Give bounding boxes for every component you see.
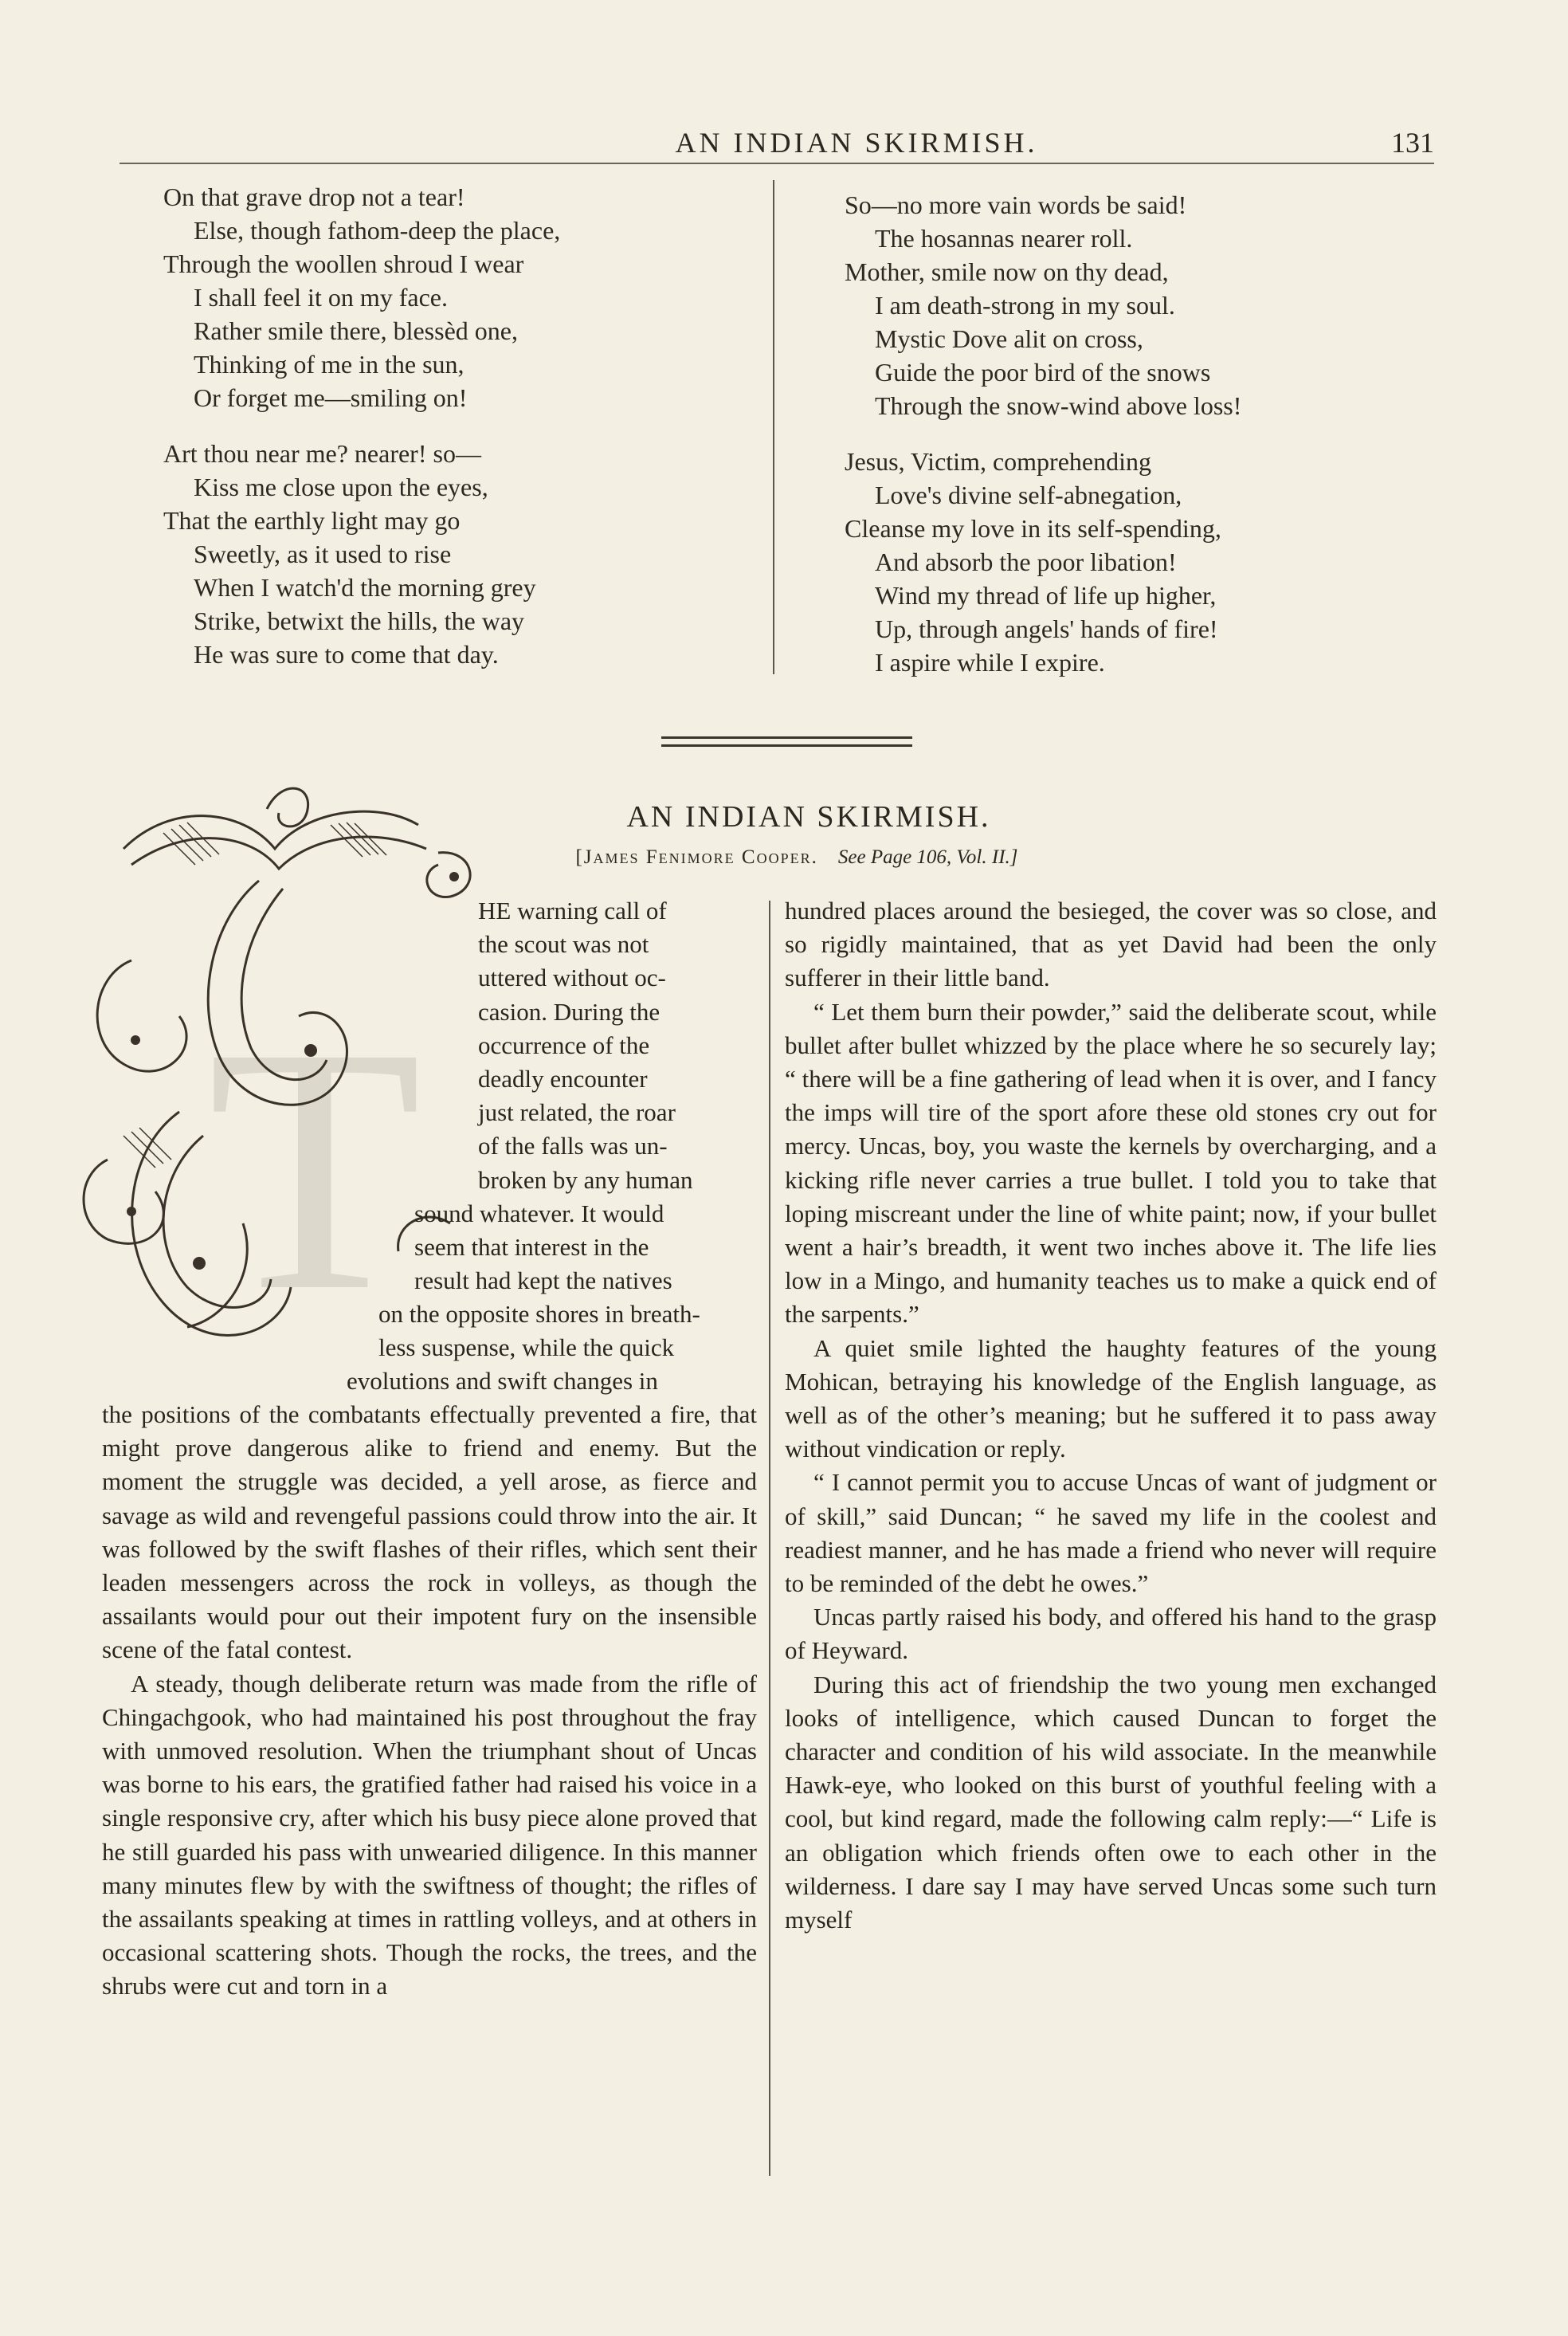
poem-line: Through the snow-wind above loss! — [875, 391, 1242, 420]
paragraph: During this act of friendship the two young men exchanged looks of intelligence, which caused Duncan to forget the character and condition of his wild associate. In the meanwhile Hawk-eye, who looked on this burst of youthful feeling with a cool, but kind regard, made the following calm reply:—“ Life is an obligation which friends often owe to each other in the wilderness. I dare say I may have served Uncas some such turn myself — [785, 1670, 1437, 1934]
text-line: less suspense, while the quick — [378, 1333, 675, 1362]
poem-line: Jesus, Victim, comprehending — [845, 447, 1151, 476]
poem-stanza — [845, 188, 1450, 422]
separator-rule-bottom — [661, 744, 912, 747]
paragraph: the positions of the combatants effectually prevented a fire, that might prove dangerous alike to friend and enemy. But the moment the struggle was decided, a yell arose, as fierce and savage as wild and revengeful passions could throw into the air. It was followed by the swift flashes of their rifles, which sent their leaden messengers across the rock in volleys, as though the assailants would pour out their impotent fury on the insensible scene of the fatal contest. — [102, 1400, 757, 1664]
byline-author: [James Fenimore Cooper. — [575, 846, 818, 868]
header-rule — [120, 163, 1434, 164]
poem-line: Or forget me—smiling on! — [194, 383, 468, 412]
text-line: evolutions and swift changes in — [347, 1367, 658, 1395]
paragraph: “ Let them burn their powder,” said the deliberate scout, while bullet after bullet whizzed by the place where he so securely lay; “ there will be a fine gathering of lead when it is over, and I fancy the imps will tire of the sport afore these old stones cry out for mercy. Uncas, boy, you waste the kernels by overcharging, and a kicking rifle never carries a true bullet. I told you to take that loping miscreant under the line of white paint; now, if your bullet went a hair’s breadth, it went two inches above it. The life lies low in a Mingo, and humanity teaches us to make a quick end of the sarpents.” — [785, 997, 1437, 1329]
text-line: uttered without oc- — [478, 964, 666, 992]
paragraph: hundred places around the besieged, the cover was so close, and so rigidly maintained, that as yet David had been the only sufferer in their little band. — [785, 897, 1437, 992]
poem-line: Thinking of me in the sun, — [194, 350, 465, 379]
poem-line: I am death-strong in my soul. — [875, 291, 1175, 320]
col1-wrap-text — [414, 1197, 757, 1298]
poem-line: Sweetly, as it used to rise — [194, 540, 452, 568]
column-divider — [769, 901, 770, 2176]
poem-line: The hosannas nearer roll. — [875, 224, 1133, 253]
article-title: AN INDIAN SKIRMISH. — [626, 800, 991, 834]
text-line: casion. During the — [478, 997, 661, 1026]
poem-line: So—no more vain words be said! — [845, 190, 1187, 219]
col1-wrap-text — [378, 1298, 757, 1364]
poem-line: That the earthly light may go — [163, 506, 461, 535]
poem-line: Strike, betwixt the hills, the way — [194, 607, 525, 635]
poem-line: I shall feel it on my face. — [194, 283, 448, 312]
poem-line: Wind my thread of life up higher, — [875, 581, 1217, 610]
poem-line: Up, through angels' hands of fire! — [875, 614, 1218, 643]
poem-line: On that grave drop not a tear! — [163, 183, 465, 211]
poem-line: Cleanse my love in its self-spending, — [845, 514, 1221, 543]
text-line: occurrence of the — [478, 1031, 650, 1059]
poem-stanza — [845, 445, 1450, 679]
col1-body — [102, 1398, 757, 2004]
text-line: just related, the roar — [478, 1098, 676, 1127]
poem-stanza — [163, 180, 769, 414]
paragraph: A steady, though deliberate return was made from the rifle of Chingachgook, who had maintained his post throughout the fray with unmoved resolution. When the triumphant shout of Uncas was borne to his ears, the gratified father had raised his voice in a single responsive cry, after which his busy piece alone proved that he still guarded his pass with unwearied diligence. In this manner many minutes flew by with the swiftness of thought; the rifles of the assailants speaking at times in rattling volleys, and at others in occasional scattering shots. Though the rocks, the trees, and the shrubs were cut and torn in a — [102, 1669, 757, 2000]
poem-right-column — [845, 188, 1450, 701]
poem-line: He was sure to come that day. — [194, 640, 499, 669]
poem-line: Guide the poor bird of the snows — [875, 358, 1211, 387]
poem-line: Mother, smile now on thy dead, — [845, 257, 1169, 286]
text-line: broken by any human — [478, 1165, 693, 1194]
col1-wrap-text — [478, 894, 757, 1197]
running-header — [120, 126, 1434, 158]
column-divider — [773, 180, 774, 674]
paragraph: Uncas partly raised his body, and offered his hand to the grasp of Heyward. — [785, 1603, 1437, 1665]
text-line: on the opposite shores in breath- — [378, 1300, 700, 1328]
article-byline — [510, 846, 1084, 869]
text-line: of the falls was un- — [478, 1132, 668, 1160]
running-title: AN INDIAN SKIRMISH. — [675, 127, 1038, 159]
text-line: seem that interest in the — [414, 1233, 649, 1262]
page-number: 131 — [1391, 127, 1434, 159]
poem-line: Rather smile there, blessèd one, — [194, 316, 518, 345]
poem-line: And absorb the poor libation! — [875, 548, 1177, 576]
text-line: deadly encounter — [478, 1065, 648, 1093]
text-line: sound whatever. It would — [414, 1199, 664, 1227]
text-line: result had kept the natives — [414, 1266, 672, 1295]
paragraph: “ I cannot permit you to accuse Uncas of want of judgment or of skill,” said Duncan; “ he saved my life in the coolest and readiest manner, and he has made a friend who never will require to be reminded of the debt he owes.” — [785, 1468, 1437, 1598]
col2-body — [785, 894, 1437, 1937]
poem-line: Mystic Dove alit on cross, — [875, 324, 1143, 353]
poem-line: I aspire while I expire. — [875, 648, 1105, 677]
dropcap-letter: T — [207, 976, 422, 1364]
separator-rule-top — [661, 736, 912, 739]
poem-line: When I watch'd the morning grey — [194, 573, 536, 602]
poem-left-column — [163, 180, 769, 693]
poem-line: Art thou near me? nearer! so— — [163, 439, 481, 468]
poem-line: Through the woollen shroud I wear — [163, 249, 524, 278]
text-line: HE warning call of — [478, 897, 667, 925]
paragraph: A quiet smile lighted the haughty features of the young Mohican, betraying his knowledge of the English language, as well as of the other’s meaning; but he suffered it to pass away without vindication or reply. — [785, 1333, 1437, 1463]
col1-wrap-text — [347, 1364, 757, 1398]
poem-line: Love's divine self-abnegation, — [875, 481, 1182, 509]
poem-stanza — [163, 437, 769, 671]
text-line: the scout was not — [478, 930, 649, 959]
poem-line: Else, though fathom-deep the place, — [194, 216, 561, 245]
byline-reference: See Page 106, Vol. II.] — [837, 846, 1018, 868]
poem-line: Kiss me close upon the eyes, — [194, 473, 488, 501]
